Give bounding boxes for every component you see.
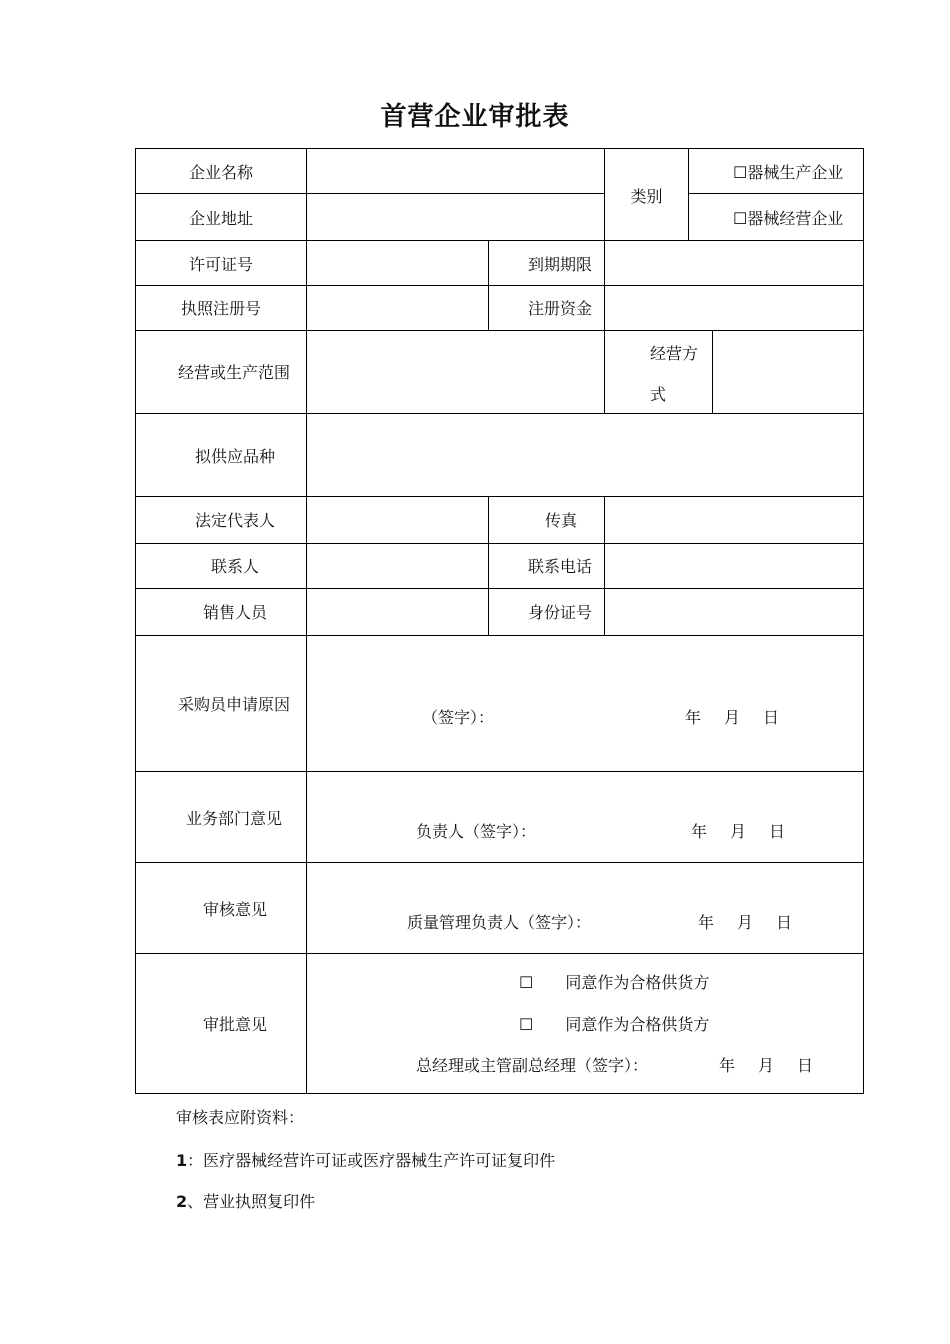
buyer-month: 月 — [724, 708, 741, 727]
buyer-day: 日 — [763, 708, 780, 727]
notes-heading: 审核表应附资料： — [176, 1108, 305, 1127]
notes-item-1-text: ：医疗器械经营许可证或医疗器械生产许可证复印件 — [187, 1151, 556, 1170]
sales-person-field[interactable] — [307, 589, 487, 635]
approval-day: 日 — [797, 1056, 814, 1075]
label-category: 类别 — [630, 187, 663, 206]
dept-day: 日 — [769, 822, 786, 841]
approve-option-2[interactable]: ☐ 同意作为合格供货方 — [519, 1015, 710, 1034]
company-address-field[interactable] — [307, 194, 603, 239]
label-sales-person: 销售人员 — [203, 603, 268, 622]
dept-year: 年 — [691, 822, 708, 841]
label-fax: 传真 — [545, 511, 578, 530]
label-mode-line2: 式 — [650, 385, 667, 404]
col-divider — [604, 330, 605, 413]
expiry-field[interactable] — [605, 241, 863, 285]
label-buyer-reason: 采购员申请原因 — [178, 695, 291, 714]
label-expiry: 到期期限 — [528, 255, 593, 274]
label-legal-rep: 法定代表人 — [195, 511, 276, 530]
row-divider — [688, 193, 864, 194]
id-no-field[interactable] — [605, 589, 863, 635]
scope-field[interactable] — [307, 331, 603, 413]
dept-sign-label: 负责人（签字）： — [416, 822, 537, 841]
col-divider — [488, 496, 489, 635]
label-business-reg-no: 执照注册号 — [180, 299, 261, 318]
label-varieties: 拟供应品种 — [195, 447, 276, 466]
varieties-field[interactable] — [307, 414, 863, 496]
legal-rep-field[interactable] — [307, 497, 487, 543]
buyer-reason-field[interactable] — [307, 636, 863, 771]
label-contact: 联系人 — [211, 557, 260, 576]
approval-year: 年 — [719, 1056, 736, 1075]
category-option-distributor[interactable]: ☐器械经营企业 — [733, 209, 844, 228]
approval-month: 月 — [758, 1056, 775, 1075]
company-name-field[interactable] — [307, 149, 603, 193]
dept-month: 月 — [730, 822, 747, 841]
label-dept-opinion: 业务部门意见 — [186, 809, 283, 828]
notes-item-1 — [176, 1148, 555, 1171]
approve-option-1[interactable]: ☐ 同意作为合格供货方 — [519, 973, 710, 992]
notes-item-2-text: 、营业执照复印件 — [187, 1192, 316, 1211]
buyer-sign-label: （签字）： — [422, 708, 495, 727]
label-mode-line1: 经营方 — [650, 344, 699, 363]
label-company-name: 企业名称 — [188, 163, 253, 182]
approval-sign-label: 总经理或主管副总经理（签字）： — [416, 1056, 649, 1075]
col-divider — [488, 240, 489, 330]
review-sign-label: 质量管理负责人（签字）： — [407, 913, 592, 932]
row-divider — [135, 953, 864, 954]
label-company-address: 企业地址 — [188, 209, 253, 228]
license-no-field[interactable] — [307, 241, 487, 285]
label-scope: 经营或生产范围 — [178, 363, 291, 382]
dept-opinion-field[interactable] — [307, 772, 863, 862]
fax-field[interactable] — [605, 497, 863, 543]
label-contact-phone: 联系电话 — [528, 557, 593, 576]
notes-item-2-number: 2 — [176, 1192, 188, 1211]
label-review-opinion: 审核意见 — [203, 900, 268, 919]
reg-capital-field[interactable] — [605, 286, 863, 330]
review-year: 年 — [698, 913, 715, 932]
col-divider — [688, 148, 689, 240]
label-approval-opinion: 审批意见 — [203, 1015, 268, 1034]
review-opinion-field[interactable] — [307, 863, 863, 953]
buyer-year: 年 — [685, 708, 702, 727]
label-id-no: 身份证号 — [528, 603, 593, 622]
mode-field[interactable] — [713, 331, 863, 413]
review-day: 日 — [776, 913, 793, 932]
page-title: 首营企业审批表 — [380, 102, 570, 132]
contact-phone-field[interactable] — [605, 544, 863, 588]
notes-item-1-number: 1 — [176, 1151, 188, 1170]
label-license-no: 许可证号 — [188, 255, 253, 274]
contact-field[interactable] — [307, 544, 487, 588]
business-reg-no-field[interactable] — [307, 286, 487, 330]
notes-item-2 — [176, 1189, 315, 1212]
category-option-manufacturer[interactable]: ☐器械生产企业 — [733, 163, 844, 182]
review-month: 月 — [737, 913, 754, 932]
label-reg-capital: 注册资金 — [528, 299, 593, 318]
